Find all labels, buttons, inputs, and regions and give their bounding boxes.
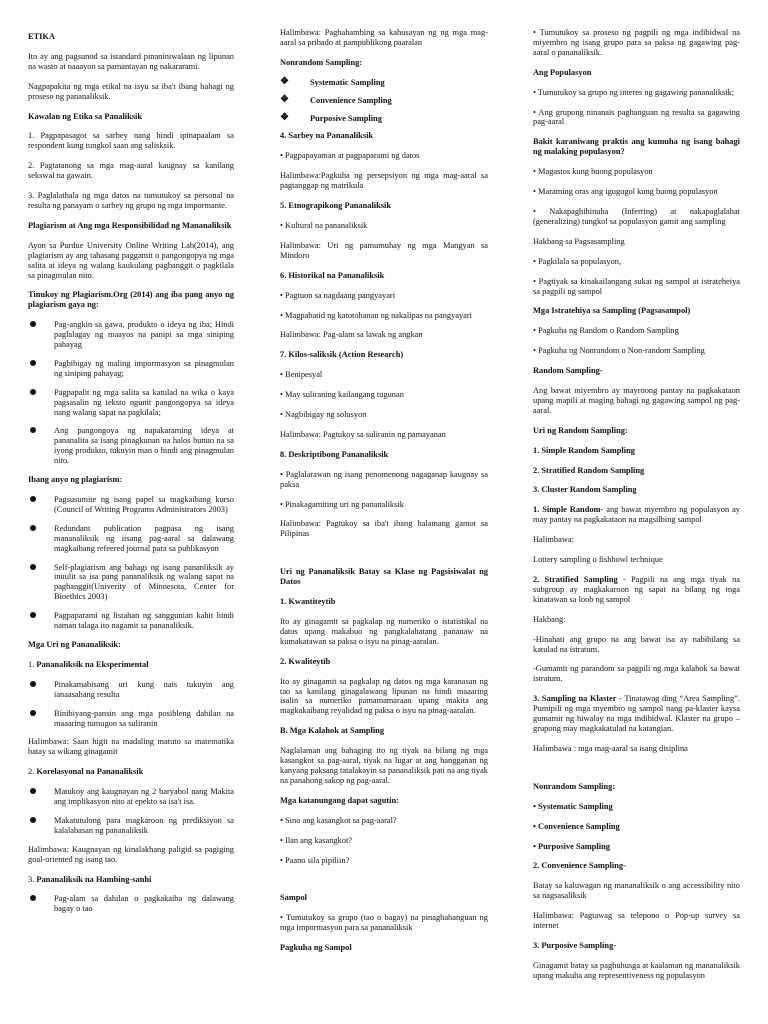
paragraph: • Tumutukoy sa proseso ng pagpili ng mga indibidwal na miyembro ng isang grupo para sa paksa ng gagawing pag-aaral o pananaliksik. [533, 28, 740, 57]
paragraph: Hakbang: [533, 614, 566, 624]
bullet-icon [30, 612, 36, 618]
section-heading: Bakit karaniwang praktis ang kumuha ng isang bahagi ng malaking populasyon? [533, 137, 740, 157]
subsection-heading: 3. Pananaliksik na Hambing-sanhi [28, 874, 152, 884]
paragraph: • Pagkilala sa populasyon, [533, 256, 622, 266]
column-3 [533, 28, 740, 1024]
paragraph: • Magastos kung buong populasyon [533, 167, 653, 177]
bullet-icon [30, 895, 36, 901]
paragraph: • May suliraning kailangang tugunan [280, 390, 404, 400]
section-heading: 8. Deskriptibong Pananaliksik [280, 449, 389, 459]
list-item: Makatutulong para magkaroon ng prediksiyon sa kalalabasan ng pananaliksik [28, 816, 234, 836]
paragraph: • Pagtiyak sa kinakailangang sukat ng sampol at istrateheiya sa pagpili ng sampol [533, 276, 740, 296]
paragraph: Halimbawa: Pagtukoy sa suliranin ng pamayanan [280, 429, 446, 439]
paragraph: • Pagpapayaman at pagpaparami ng datos [280, 151, 420, 161]
section-heading: Sampol [280, 893, 307, 903]
paragraph: • Tumutukoy sa grupo (tao o bagay) na pinaghahanguan ng mga impormasyon para sa pananaliksik [280, 913, 488, 933]
bullet-icon [30, 389, 36, 395]
page-title: ETIKA [28, 32, 55, 41]
section-heading: Plagiarism at Ang mga Responsibilidad ng Mananaliksik [28, 220, 232, 230]
section-heading: Mga Uri ng Pananaliksik: [28, 639, 121, 649]
section-heading: Kawalan ng Etika sa Panaliksik [28, 111, 143, 121]
list-item: Redundant publication pagpasa ng isang mananaliksik ng iisang pag-aaral sa dalawang magkaibang refeered journal para sa publikasyon [28, 524, 234, 554]
section-heading: 3. Purposive Sampling- [533, 940, 617, 950]
paragraph: -Hinahati ang grupo na ang bawat isa ay nabibilang sa katulad na istratum. [533, 634, 740, 654]
paragraph: 1. Simple Random- ang bawat myembro ng populasyon ay may pantay na pagkakataon na magsilbing sampol [533, 505, 740, 525]
bullet-icon [30, 427, 36, 433]
paragraph: Nagpapakita ng mga etikal na isyu sa iba't ibang bahagi ng proseso ng pananaliksik. [28, 81, 234, 101]
bullet-list [28, 787, 234, 836]
list-item: Self-plagiarism ang bahagi ng isang pananliksik ay inuulit sa isa pang pananaliksik ng walang sapat na pagbanggit(Univerity of Minnesota, Center for Bioethics 2003) [28, 563, 234, 603]
paragraph: • Nagbibigay ng solusyon [280, 410, 367, 420]
paragraph: Ginagamit batay sa paghuhusga at kaalaman ng mananaliksik upang makuha ang representiveness ng populasyon [533, 960, 740, 980]
list-item: Ang pangongoya ng napakaraming ideya at pananalita sa isang pinagkunan na halos bunuo na sa iyong produkto, tukuyin man o hindi ang pinagmulan nito. [28, 426, 234, 466]
list-item: Pag-angkin sa gawa, produkto o ideya ng iba; Hindi paglalagay ng maayos na panipi sa mga siniping pahayag [28, 320, 234, 350]
list-item: 3. Cluster Random Sampling [533, 485, 637, 495]
paragraph: • Pagtuon sa nagdaang pangyayari [280, 290, 396, 300]
bullet-icon [30, 496, 36, 502]
diamond-list [280, 75, 488, 124]
paragraph: Halimbawa: Kaugnayan ng kinalakhang paligid sa pagiging goal-oriented ng isang tao. [28, 844, 234, 864]
paragraph: • Tumutukoy sa grupo ng interes ng gagawing pananaliksik; [533, 87, 735, 97]
paragraph: 2. Pagtatanong sa mga mag-aaral kaugnay sa kanilang sekswal na gawain. [28, 161, 234, 181]
paragraph: Ito ay ginagamit sa pagkalap ng datos ng mga karanasan ng tao sa kanilang ginagalawang lipunan na hindi maaaring isalin sa numeriko pamamamaraan upang makita ang magkakaibang reyalidad ng paksa o isyu na pinag-aaralan. [280, 676, 488, 716]
diamond-bullet-icon: ❖ [280, 93, 289, 105]
paragraph: Ito ay ang pagsunod sa istandard pinaniniwalaan ng lipunan na wasto at naaayon sa pamantayan ng nakararami. [28, 51, 234, 71]
paragraph: Halimbawa: Saan higit na madaling matuto sa matematika batay sa wikang ginagamit [28, 737, 234, 757]
section-heading: Tinukoy ng Plagiarism.Org (2014) ang iba pang anyo ng plagiarism gaya ng: [28, 290, 234, 310]
bullet-icon [30, 525, 36, 531]
paragraph: 2. Stratified Sampling - Pagpili na ang mga tiyak na subgroup ay magkakaroon ng sapat na bilang ng mga kinatawan sa loob ng sampol [533, 575, 740, 604]
bullet-list [28, 320, 234, 466]
paragraph: 3. Paglalathala ng mga datos na tumutukoy sa personal na resulta ng panayam o sarbey ng grupo ng mga impormante. [28, 191, 234, 210]
paragraph: Halimbawa: Pagtawag sa telepono o Pop-up survey sa internet [533, 911, 740, 931]
paragraph: Halimbawa : mga mag-aaral sa isang disiplina [533, 743, 688, 753]
paragraph: • Paano sila pipiliin? [280, 855, 350, 865]
bullet-icon [30, 788, 36, 794]
paragraph: • Ang grupong ninanais paghanguan ng resulta sa gagawing pag-aaral [533, 107, 740, 127]
paragraph: • Ilan ang kasangkot? [280, 835, 353, 845]
section-heading: 6. Historikal na Pananaliksik [280, 270, 385, 280]
list-item: Pag-alam sa dahilan o pagkakaiba ng dalawang bagay o tao [28, 894, 234, 914]
paragraph: • Pinakagamiting uri ng pananaliksik [280, 499, 404, 509]
paragraph: Ayon sa Purdue University Online Writing Lab(2014), ang plagiarism ay ang tahasang paggamit o pangongopya ng mga salita at ideya ng walang kaukulang pagbanggit o pagkilala sa pinagmulan nito. [28, 240, 234, 280]
bullet-icon [30, 681, 36, 687]
list-item: ❖ Purposive Sampling [280, 111, 382, 123]
paragraph: -Gumamit ng parandom sa pagpili ng mga kalahok sa bawat istratum. [533, 664, 740, 684]
diamond-bullet-icon: ❖ [280, 111, 289, 123]
paragraph: Ang bawat miyembro ay mayroong pantay na pagkakataon upang mapili at maging bahagi ng gagawing sampol ng pag-aaral. [533, 386, 740, 415]
section-heading: 2. Convenience Sampling- [533, 861, 626, 871]
bullet-icon [30, 710, 36, 716]
diamond-bullet-icon: ❖ [280, 75, 289, 87]
section-heading: Mga katanungang dapat sagutin: [280, 795, 399, 805]
section-heading: Nonrandom Sampling: [280, 57, 363, 67]
bullet-icon [30, 360, 36, 366]
subsection-heading: 1. Pananaliksik na Eksperimental [28, 659, 149, 669]
section-heading: Nonrandom Sampling: [533, 781, 616, 791]
bullet-icon [30, 321, 36, 327]
paragraph: • Maraming oras ang igugugol kung buong populasyon [533, 187, 718, 197]
section-heading: Ibang anyo ng plagiarism: [28, 475, 123, 485]
paragraph: Halimbawa: Uri ng pamumuhay ng mga Mangyan sa Mindoro [280, 240, 488, 260]
section-heading: 7. Kilos-saliksik (Action Research) [280, 350, 404, 360]
section-heading: Pagkuha ng Sampol [280, 943, 352, 953]
list-item: Pagsusumite ng isang papel sa magkaibang kurso (Council of Writing Programs Administrators 2003) [28, 495, 234, 515]
paragraph: • Paglalarawan ng isang penomenong nagaganap kaugnay sa paksa [280, 469, 488, 489]
list-item: ❖ Systematic Sampling [280, 75, 385, 87]
list-item: Pinakamabisang uri kung nais tukuyin ang ianaasahang resulta [28, 680, 234, 700]
bullet-list [28, 495, 234, 631]
list-item: • Purposive Sampling [533, 841, 610, 851]
section-heading: Random Sampling- [533, 366, 603, 376]
list-item: Matukoy ang kaugnayan ng 2 baryabol nang Makita ang implikasyon nito at epekto sa isa't isa. [28, 787, 234, 807]
list-item: ❖ Convenience Sampling [280, 93, 392, 105]
paragraph: 1. Pagpapasagot sa sarbey nang hindi ipinapaalam sa respondent kung tungkol saan ang salisksik. [28, 131, 234, 151]
paragraph: • Nakapaghihinuha (Inferring) at nakapaglalahat (generalizing) tungkol sa populasyon gamit ang sampling [533, 206, 740, 226]
list-item: Binibiyang-pansin ang mga posibleng dahilan na maaaring tumugon sa suliranin [28, 709, 234, 729]
paragraph: Halimbawa: Pag-alam sa lawak ng angkan [280, 330, 423, 340]
bullet-icon [30, 817, 36, 823]
paragraph: • Kultural na pananaliksik [280, 220, 368, 230]
paragraph: • Magpabatid ng katotohanan ng nakalipas na pangyayari [280, 310, 473, 320]
paragraph: 3. Sampling na Klaster - Tinatawag ding “Area Sampling”. Pumipili ng mga myembro ng sampol nang pa-klaster kaysa gumamit ng hiwalay na mga indibidwal. Klaster na grupo – grupong may magkakatulad na katangian. [533, 694, 740, 733]
section-heading: Uri ng Pananaliksik Batay sa Klase ng Pagsisiwalat ng Datos [280, 567, 488, 587]
section-heading: 2. Kwaliteytib [280, 656, 331, 666]
paragraph: • Pagkuha ng Random o Random Sampling [533, 326, 679, 336]
paragraph: • Pagkuha ng Nonrandom o Non-random Sampling [533, 346, 705, 356]
list-item: Pagpaparami ng listahan ng sanggunian kahit hindi naman talaga ito nagamit sa pananaliksik. [28, 611, 234, 631]
paragraph: Batay sa kaluwagan ng mananaliksik o ang accessibility nito sa nagsasaliksik [533, 881, 740, 901]
list-item: • Convenience Sampling [533, 821, 620, 831]
list-item: • Systematic Sampling [533, 801, 613, 811]
section-heading: Ang Populasyon [533, 67, 592, 77]
list-item: Pagbibigay ng maling impormasyon sa pinagmulan ng siniping pahayag; [28, 359, 234, 379]
paragraph: Halimbawa: Paghahambing sa kahusayan ng ng mga mag-aaral sa pribado at pampublikong paaralan [280, 28, 488, 47]
bullet-list [28, 680, 234, 729]
column-1 [28, 32, 234, 1024]
paragraph: Hakbang sa Pagsasampling [533, 236, 625, 246]
paragraph: Ito ay ginagamit sa pagkalap ng numeriko o istatistikal na datos upang makabuo ng pangkalahatang pananaw na kumakatawan sa paksa o isyu na pinag-aaralan. [280, 617, 488, 646]
section-heading: 1. Kwantiteytib [280, 597, 336, 607]
bullet-icon [30, 564, 36, 570]
paragraph: Naglalaman ang bahaging ito ng tiyak na bilang ng mga kasangkot sa pag-aaral, tiyak na lugar at ang hangganan ng kanyang paksang tatalakayin sa pananaliksik pati na ang tiyak na panahong sakop ng pag-aaral. [280, 746, 488, 785]
section-heading: Uri ng Random Sampling: [533, 425, 628, 435]
list-item: Pagpapalit ng mga salita sa katulad na wika o kaya pagsasalin ng teksto ngunit pangongopya sa ideya nang walang sapat na pagkilala; [28, 388, 234, 418]
paragraph: Halimbawa: Pagtukoy sa iba't ibang halamang gamot sa Pilipinas [280, 519, 488, 539]
paragraph: Lottery sampling o fishbowl technique [533, 555, 663, 565]
section-heading: 5. Etnograpikong Pananaliksik [280, 201, 392, 211]
paragraph: • Benipesyal [280, 370, 323, 380]
bullet-list [28, 894, 234, 914]
paragraph: • Sino ang kasangkot sa pag-aaral? [280, 815, 397, 825]
list-item: 2. Stratified Random Sampling [533, 465, 645, 475]
list-item: 1. Simple Random Sampling [533, 445, 635, 455]
column-2 [280, 28, 488, 1024]
paragraph: Halimbawa:Pagkuha ng persepsiyon ng mga mag-aaral sa pagtanggap ng matrikula [280, 171, 488, 191]
paragraph: Halimbawa: [533, 535, 574, 545]
section-heading: 4. Sarbey na Pananaliksik [280, 131, 374, 141]
subsection-heading: 2. Korelasyonal na Pananaliksik [28, 767, 144, 777]
section-heading: B. Mga Kalahok at Sampling [280, 726, 385, 736]
section-heading: Mga Istratehiya sa Sampling (Pagsasampol) [533, 306, 691, 316]
